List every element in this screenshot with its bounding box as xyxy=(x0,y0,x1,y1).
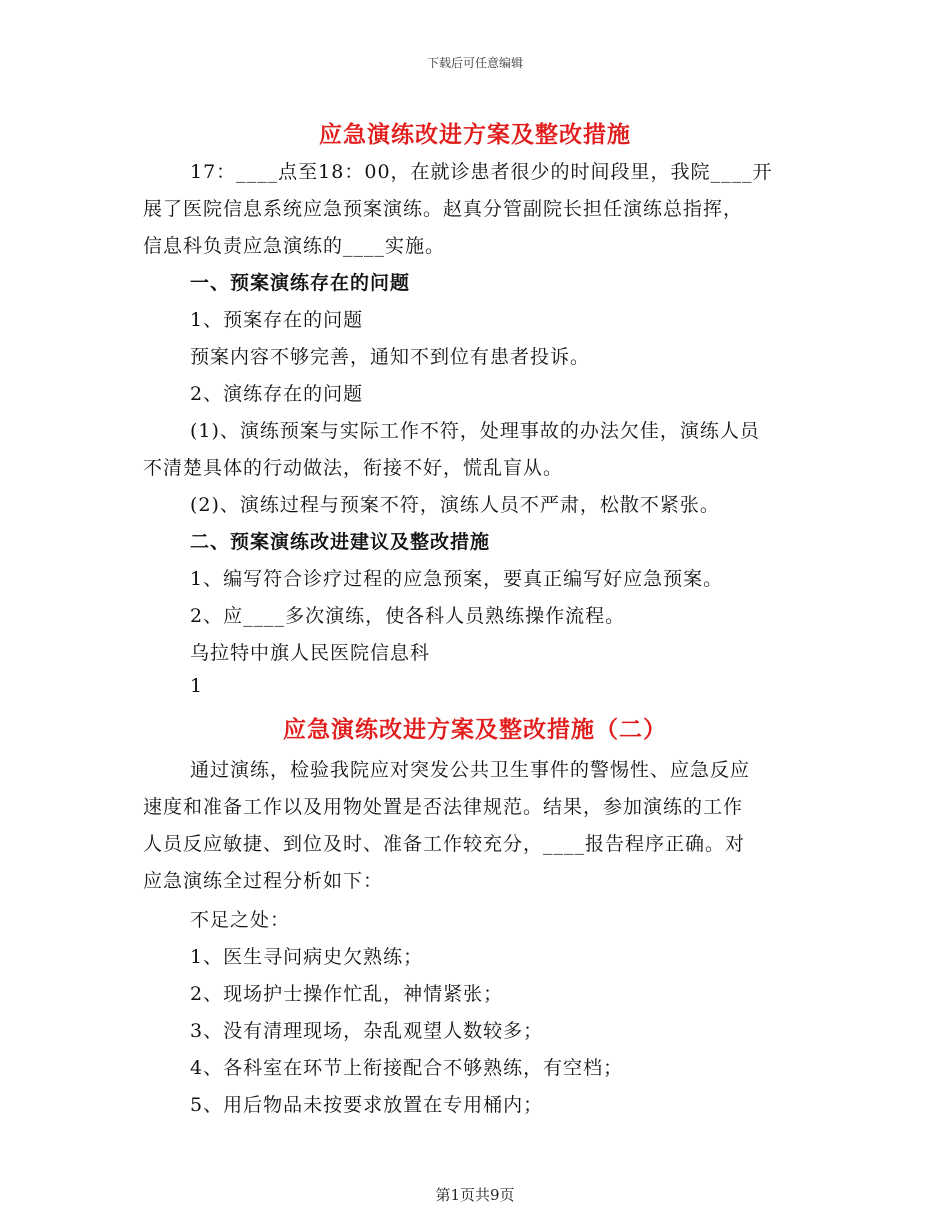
plan-problems-title: 1、预案存在的问题 xyxy=(190,309,364,331)
page-footer: 第1页共9页 xyxy=(435,1186,515,1204)
shortfall-item: 5、用后物品未按要求放置在专用桶内； xyxy=(190,1094,544,1116)
section1-title: 应急演练改进方案及整改措施 xyxy=(319,121,631,148)
section2-intro-line-1: 通过演练，检验我院应对突发公共卫生事件的警惕性、应急反应 xyxy=(190,759,751,781)
page-header: 下载后可任意编辑 xyxy=(426,56,523,70)
shortfall-item: 4、各科室在环节上衔接配合不够熟练，有空档； xyxy=(190,1057,624,1079)
section2-title: 应急演练改进方案及整改措施（二） xyxy=(283,716,667,743)
signature: 乌拉特中旗人民医院信息科 xyxy=(190,642,431,664)
measure-1: 1、编写符合诊疗过程的应急预案，要真正编写好应急预案。 xyxy=(190,568,724,590)
section2-intro-line-3: 人员反应敏捷、到位及时、准备工作较充分，____报告程序正确。对 xyxy=(143,833,746,855)
shortfall-heading: 不足之处： xyxy=(190,909,291,931)
shortfall-item: 2、现场护士操作忙乱，神情紧张； xyxy=(190,983,504,1005)
plan-problems-text: 预案内容不够完善，通知不到位有患者投诉。 xyxy=(190,346,591,368)
drill-problem-2: (2)、演练过程与预案不符，演练人员不严肃，松散不紧张。 xyxy=(190,494,720,516)
shortfall-item: 3、没有清理现场，杂乱观望人数较多； xyxy=(190,1020,544,1042)
section2-intro-line-2: 速度和准备工作以及用物处置是否法律规范。结果，参加演练的工作 xyxy=(143,796,744,818)
section1-intro-line-1: 17：____点至18：00，在就诊患者很少的时间段里，我院____开 xyxy=(190,161,773,183)
section1-intro-line-3: 信息科负责应急演练的____实施。 xyxy=(143,235,446,257)
section1-heading-measures: 二、预案演练改进建议及整改措施 xyxy=(190,531,491,553)
section1-heading-problems: 一、预案演练存在的问题 xyxy=(190,272,411,294)
drill-problem-1-line-1: (1)、演练预案与实际工作不符，处理事故的办法欠佳，演练人员 xyxy=(190,420,760,442)
section1-intro-line-2: 展了医院信息系统应急预案演练。赵真分管副院长担任演练总指挥， xyxy=(143,198,744,220)
drill-problem-1-line-2: 不清楚具体的行动做法，衔接不好，慌乱盲从。 xyxy=(143,457,564,479)
page-marker: 1 xyxy=(190,675,204,697)
section2-intro-line-4: 应急演练全过程分析如下： xyxy=(143,870,384,892)
measure-2: 2、应____多次演练，使各科人员熟练操作流程。 xyxy=(190,605,626,627)
drill-problems-title: 2、演练存在的问题 xyxy=(190,383,364,405)
shortfall-item: 1、医生寻问病史欠熟练； xyxy=(190,946,424,968)
